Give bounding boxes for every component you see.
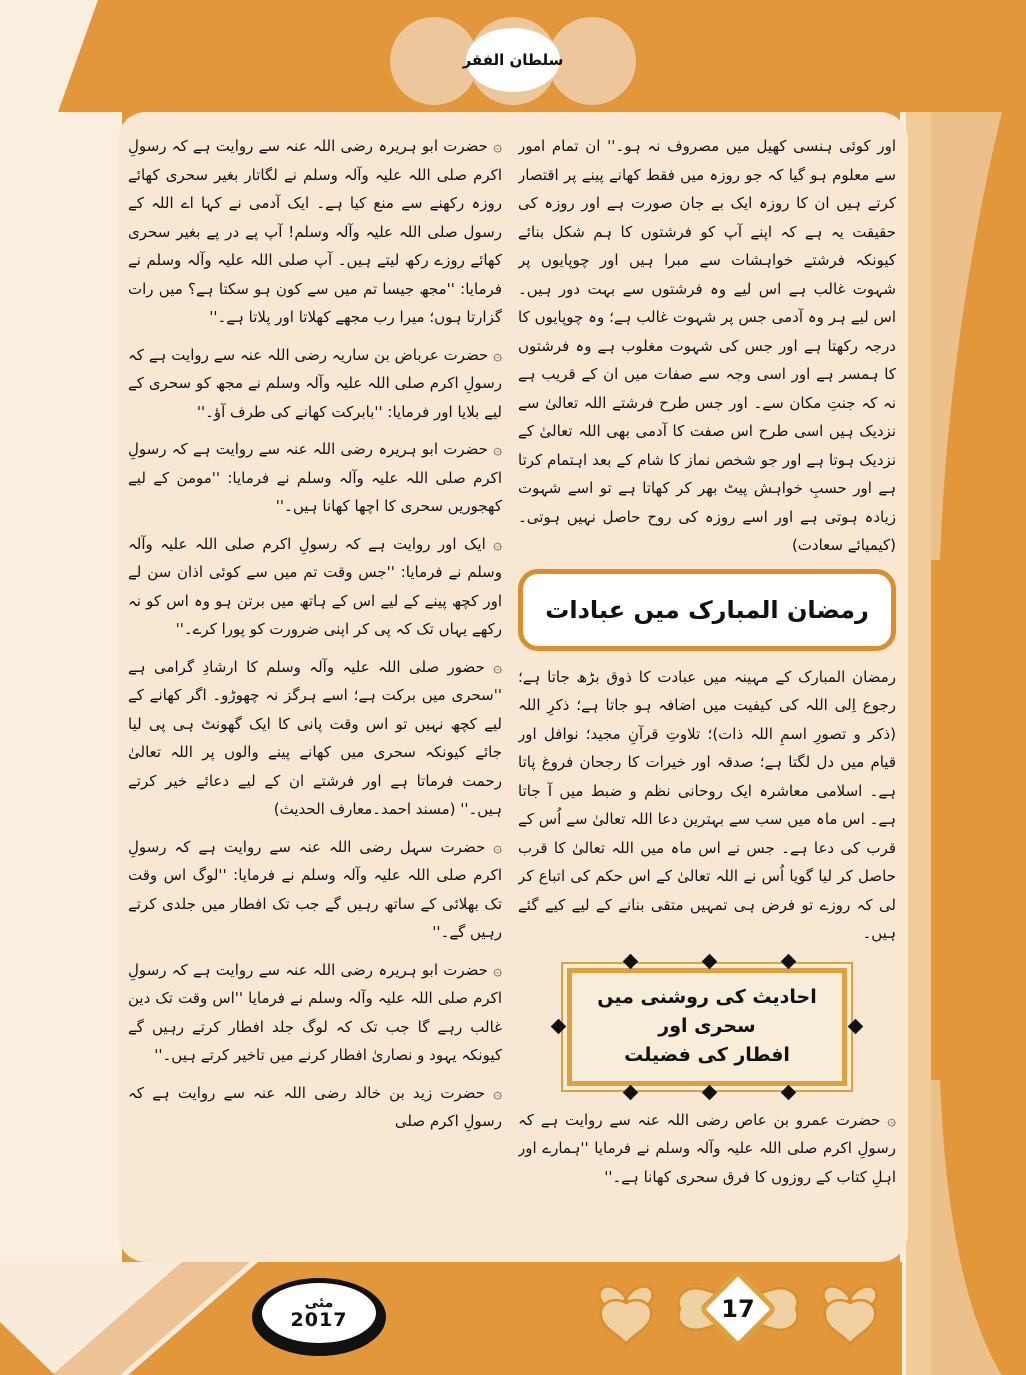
page-number: 17 bbox=[721, 1295, 755, 1323]
column-right bbox=[518, 132, 896, 1244]
page-number-ornament-row bbox=[590, 1266, 886, 1352]
paragraph-hadith-zaid-bin-khalid: ۞ حضرت زید بن خالد رضی اللہ عنہ سے روایت ہے کہ رسولِ اکرم صلی bbox=[128, 1083, 502, 1130]
right-swoosh-decoration bbox=[900, 0, 1026, 1375]
paragraph-hadith-abu-huraira-3: ۞ حضرت ابو ہریرہ رضی اللہ عنہ سے روایت ہے کہ رسولِ اکرم صلی اللہ علیہ وآلہ وسلم نے فرمایا ''اس وقت تک دین غالب رہے گا جب تک کہ لوگ جلد افطار کرتے رہیں گے کیونکہ یہود و نصاریٰ افطار کرنے میں تاخیر کرتے ہیں۔'' bbox=[128, 960, 502, 1064]
section-heading-ahadith-box bbox=[561, 962, 853, 1092]
floral-ornament-icon bbox=[590, 1269, 662, 1349]
floral-ornament-icon bbox=[814, 1269, 886, 1349]
paragraph-hadith-abu-huraira-2: ۞ حضرت ابو ہریرہ رضی اللہ عنہ سے روایت ہے کہ رسولِ اکرم صلی اللہ علیہ وآلہ وسلم نے فرمایا: ''مومن کے لیے کھجوریں سحری کا اچھا کھانا ہیں۔'' bbox=[128, 440, 502, 515]
issue-month: مئی bbox=[304, 1294, 334, 1311]
section-heading-ahadith-line2: افطار کی فضیلت bbox=[624, 1044, 790, 1067]
paragraph-ramzan-worship: رمضان المبارک کے مہینہ میں عبادت کا ذوق بڑھ جاتا ہے؛ رجوع اِلی اللہ کی کیفیت میں اضافہ ہو جاتا ہے؛ ذکرِ اللہ (ذکر و تصورِ اسمِ اللہ ذات)؛ تلاوتِ قرآنِ مجید؛ نوافل اور قیام میں دل لگتا ہے؛ صدقہ اور خیرات کا رجحان فروغ پاتا ہے۔ اسلامی معاشرہ ایک روحانی نظم و ضبط میں آ جاتا ہے۔ اس ماہ میں سب سے بہترین دعا اللہ تعالیٰ سے اُس کے قرب کی دعا ہے۔ جس نے اس ماہ میں اللہ تعالیٰ کا قرب حاصل کر لیا گویا اُس نے اللہ تعالیٰ کے اس حکم کی اتباع کر لی کہ روزے تو فرض ہی تمہیں متقی بنانے کے لیے کیے گئے ہیں۔ bbox=[518, 667, 896, 942]
paragraph-hadith-sehri-barakah: ۞ حضور صلی اللہ علیہ وآلہ وسلم کا ارشادِ گرامی ہے ''سحری میں برکت ہے؛ اسے ہرگز نہ چھوڑو۔ اگر کھانے کے لیے کچھ نہیں تو اس وقت پانی کا ایک گھونٹ ہی پی لیا جائے کیونکہ سحری میں کھانے پینے والوں پر اللہ تعالیٰ رحمت فرماتا ہے اور فرشتے ان کے لیے دعائے خیر کرتے ہیں۔'' (مسند احمد۔معارف الحدیث) bbox=[128, 657, 502, 818]
paragraph-hadith-sahl: ۞ حضرت سہل رضی اللہ عنہ سے روایت ہے کہ رسولِ اکرم صلی اللہ علیہ وآلہ وسلم نے فرمایا: ''لوگ اس وقت تک بھلائی کے ساتھ رہیں گے جب تک افطار میں جلدی کرتے رہیں گے۔'' bbox=[128, 837, 502, 941]
content-panel bbox=[118, 112, 908, 1262]
left-cream-margin bbox=[0, 0, 122, 1375]
issue-date-badge bbox=[252, 1278, 386, 1356]
paragraph-hadith-azaan: ۞ ایک اور روایت ہے کہ رسولِ اکرم صلی اللہ علیہ وآلہ وسلم نے فرمایا: ''جس وقت تم میں سے کوئی اذان سن لے اور کچھ پینے کے لیے اس کے ہاتھ میں برتن ہو وہ اس کو نہ رکھے یہاں تک کہ پی کر اپنی ضرورت کو پورا کرے۔'' bbox=[128, 534, 502, 638]
section-heading-ramzan-text: رمضان المبارک میں عبادات bbox=[545, 595, 869, 624]
paragraph-continuation: اور کوئی ہنسی کھیل میں مصروف نہ ہو۔'' ان تمام امور سے معلوم ہو گیا کہ جو روزہ میں فقط کھانے پینے پر اقتصار کرتے ہیں ان کا روزہ ایک بے جان صورت ہے اور روزہ کی حقیقت یہ ہے کہ اپنے آپ کو فرشتوں کا ہم شکل بنائے کیونکہ فرشتے خواہشات سے مبرا ہیں اور چوپایوں پر شہوت غالب ہے اس لیے وہ فرشتوں سے بہت دور ہیں۔ اس لیے ہر وہ آدمی جس پر شہوت غالب ہے؛ وہ چوپایوں کا درجہ رکھتا ہے اور جس کی شہوت مغلوب ہے وہ فرشتوں کا ہمسر ہے اور اسی وجہ سے صفات میں ان کے قریب ہے نہ کہ جنتِ مکان سے۔ اور جس طرح فرشتے اللہ تعالیٰ سے نزدیک ہیں اسی طرح اس صفت کا آدمی بھی اللہ تعالیٰ کے نزدیک ہوتا ہے اور جو شخص نماز کا شام کے بعد اہتمام کرتا ہے اور حسبِ خواہش پیٹ بھر کر کھاتا ہے تو اسے شہوت زیادہ ہوتی ہے اور اسے روزہ کی روح حاصل نہیں ہوتی۔ (کیمیائے سعادت) bbox=[518, 137, 896, 554]
paragraph-hadith-irbad-bin-sariya: ۞ حضرت عرباض بن ساریہ رضی اللہ عنہ سے روایت ہے کہ رسولِ اکرم صلی اللہ علیہ وآلہ وسلم نے مجھ کو سحری کے لیے بلایا اور فرمایا: ''بابرکت کھانے کی طرف آؤ۔'' bbox=[128, 345, 502, 421]
page-number-emblem bbox=[671, 1273, 805, 1345]
issue-date-inner bbox=[262, 1283, 376, 1343]
column-left bbox=[128, 132, 502, 1244]
paragraph-hadith-abu-huraira-1: ۞ حضرت ابو ہریرہ رضی اللہ عنہ سے روایت ہے کہ رسولِ اکرم صلی اللہ علیہ وآلہ وسلم نے لگاتار بغیر سحری کھائے روزہ رکھنے سے منع کیا ہے۔ ایک آدمی نے کہا اے اللہ کے رسول صلی اللہ علیہ وآلہ وسلم! آپ پے در پے بغیر سحری کھائے روزے رکھ لیتے ہیں۔ آپ صلی اللہ علیہ وآلہ وسلم نے فرمایا: ''مجھ جیسا تم میں سے کون ہو سکتا ہے؟ میں رات گزارتا ہوں؛ میرا رب مجھے کھلاتا اور پلاتا ہے۔'' bbox=[128, 137, 502, 326]
heading-frame-outer bbox=[561, 962, 853, 1092]
heading-frame-inner bbox=[567, 968, 847, 1086]
magazine-logo-text: سلطان الفقر bbox=[462, 51, 564, 69]
issue-year: 2017 bbox=[290, 1308, 348, 1331]
paragraph-hadith-amr-bin-aas: ۞ حضرت عمرو بن عاص رضی اللہ عنہ سے روایت ہے کہ رسولِ اکرم صلی اللہ علیہ وآلہ وسلم نے فرمایا ''ہمارے اور اہلِ کتاب کے روزوں کا فرق سحری کھانا ہے۔'' bbox=[518, 1110, 896, 1186]
magazine-logo bbox=[462, 28, 564, 92]
section-heading-ahadith-line1: احادیث کی روشنی میں سحری اور bbox=[597, 985, 817, 1037]
section-heading-ramzan-box bbox=[518, 569, 896, 651]
